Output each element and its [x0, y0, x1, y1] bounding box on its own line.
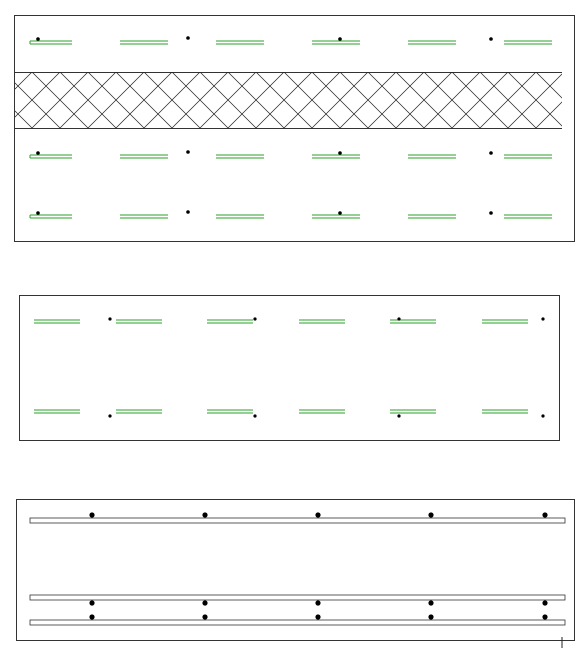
rebar-dot: [186, 36, 190, 40]
rebar-dot: [542, 512, 547, 517]
rebar-dot: [89, 600, 94, 605]
rebar-dot: [186, 210, 190, 214]
rebar-dot: [541, 414, 544, 417]
hatch-line: [0, 72, 32, 128]
rebar-dot: [397, 317, 400, 320]
rebar-dot: [338, 151, 342, 155]
rebar-dot: [428, 600, 433, 605]
hatch-line: [564, 72, 580, 128]
panel-2-rebar-row-top: [34, 317, 545, 323]
hatch-line: [536, 72, 580, 128]
rebar-dot: [36, 211, 40, 215]
panel-1-rebar-row-top: [30, 36, 552, 44]
panel-1-rebar-row-middle: [30, 150, 552, 158]
rebar-dot: [253, 317, 256, 320]
rebar-dot: [36, 37, 40, 41]
rebar-dot: [315, 614, 320, 619]
panel-2: [20, 296, 560, 441]
rebar-dot: [428, 614, 433, 619]
rebar-dot: [542, 614, 547, 619]
rebar-dot: [542, 600, 547, 605]
rebar-dot: [338, 37, 342, 41]
rebar-dot: [489, 211, 493, 215]
hatch-pattern: [0, 72, 580, 128]
rebar-bar: [30, 518, 565, 523]
rebar-dot: [489, 37, 493, 41]
rebar-dot: [253, 414, 256, 417]
rebar-dot: [186, 150, 190, 154]
rebar-dot: [202, 600, 207, 605]
rebar-dot: [428, 512, 433, 517]
hatch-line: [0, 72, 4, 128]
hatched-band: [0, 72, 580, 129]
panel-3-bars: [30, 512, 565, 648]
rebar-dot: [397, 414, 400, 417]
rebar-bar: [30, 595, 565, 600]
rebar-dot: [315, 512, 320, 517]
rebar-dot: [108, 414, 111, 417]
rebar-dot: [89, 512, 94, 517]
rebar-dot: [338, 211, 342, 215]
panel-3: [17, 500, 575, 649]
rebar-dot: [89, 614, 94, 619]
hatch-line: [0, 72, 32, 128]
panel-2-outline: [20, 296, 560, 441]
hatch-line: [536, 72, 580, 128]
rebar-dot: [202, 614, 207, 619]
panel-1: [0, 16, 580, 242]
panel-2-rebar-row-bottom: [34, 410, 545, 418]
rebar-dot: [315, 600, 320, 605]
rebar-bar: [30, 620, 565, 625]
rebar-dot: [202, 512, 207, 517]
hatch-line: [564, 72, 580, 128]
rebar-dot: [489, 151, 493, 155]
panel-1-rebar-row-bottom: [30, 210, 552, 218]
rebar-dot: [541, 317, 544, 320]
rebar-dot: [108, 317, 111, 320]
hatch-line: [0, 72, 4, 128]
rebar-dot: [36, 151, 40, 155]
